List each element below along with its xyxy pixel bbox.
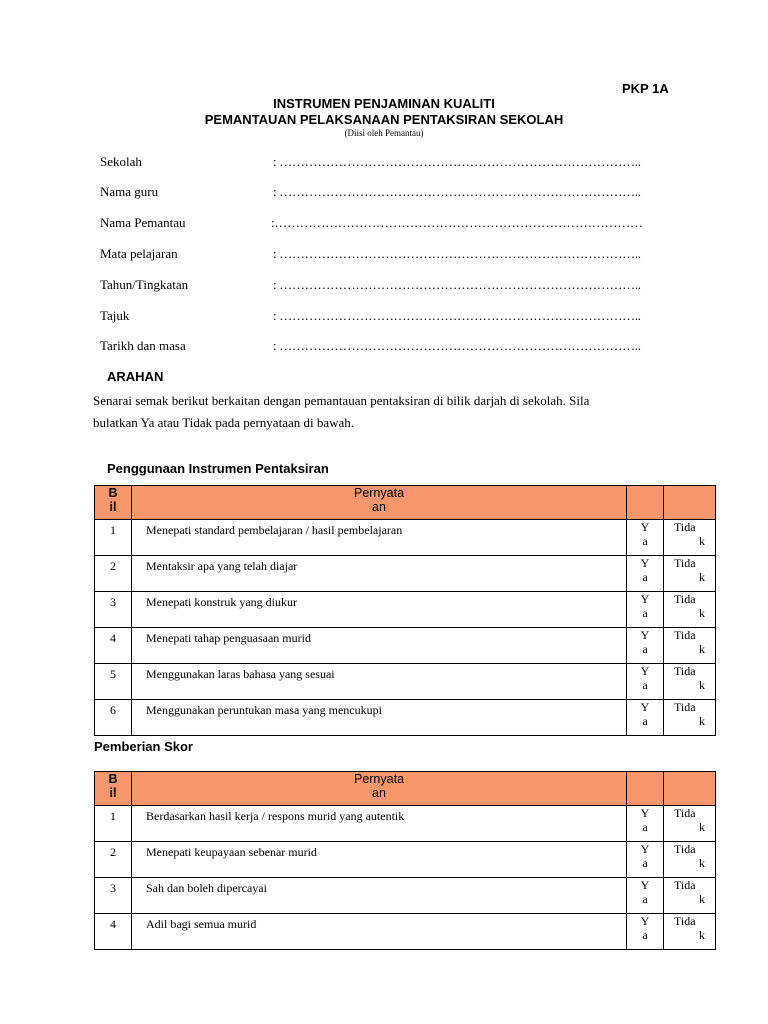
- field-tarikh-masa[interactable]: [100, 338, 700, 358]
- col-header-bil: B il: [95, 486, 132, 520]
- form-title: INSTRUMEN PENJAMINAN KUALITI: [273, 96, 495, 111]
- row-number: 1: [95, 806, 132, 842]
- field-label: Nama guru: [100, 184, 159, 199]
- field-label: Tahun/Tingkatan: [100, 277, 189, 292]
- checklist-table-penggunaan: [94, 485, 716, 736]
- field-blank[interactable]: : …………………………………………………………………………..: [273, 308, 641, 323]
- form-note: (Diisi oleh Pemantau): [344, 128, 424, 138]
- row-statement: Mentaksir apa yang telah diajar: [132, 556, 627, 592]
- option-ya[interactable]: Y a: [627, 878, 664, 914]
- field-mata-pelajaran[interactable]: [100, 246, 700, 266]
- row-statement: Berdasarkan hasil kerja / respons murid yang autentik: [132, 806, 627, 842]
- section1-heading: Penggunaan Instrumen Pentaksiran: [107, 461, 329, 476]
- option-ya[interactable]: Y a: [627, 592, 664, 628]
- row-number: 1: [95, 520, 132, 556]
- option-tidak[interactable]: Tida k: [664, 806, 716, 842]
- option-ya[interactable]: Y a: [627, 806, 664, 842]
- form-code: PKP 1A: [622, 81, 669, 96]
- field-label: Nama Pemantau: [100, 215, 186, 230]
- option-tidak[interactable]: Tida k: [664, 842, 716, 878]
- field-blank[interactable]: :……………………………………………………………………………: [271, 215, 643, 230]
- col-header-ya: [627, 486, 664, 520]
- table-row: [95, 806, 716, 842]
- col-header-tidak: [664, 486, 716, 520]
- col-header-pernyataan: Pernyata an: [132, 486, 627, 520]
- col-header-ya: [627, 772, 664, 806]
- option-ya[interactable]: Y a: [627, 520, 664, 556]
- row-statement: Adil bagi semua murid: [132, 914, 627, 950]
- row-number: 2: [95, 556, 132, 592]
- row-statement: Menggunakan laras bahasa yang sesuai: [132, 664, 627, 700]
- table-row: [95, 842, 716, 878]
- table-row: [95, 664, 716, 700]
- arahan-heading: ARAHAN: [107, 369, 164, 384]
- row-number: 5: [95, 664, 132, 700]
- row-statement: Sah dan boleh dipercayai: [132, 878, 627, 914]
- option-tidak[interactable]: Tida k: [664, 878, 716, 914]
- table-row: [95, 592, 716, 628]
- option-tidak[interactable]: Tida k: [664, 520, 716, 556]
- arahan-line: Senarai semak berikut berkaitan dengan pemantauan pentaksiran di bilik darjah di sekolah. Sila: [93, 393, 590, 408]
- option-ya[interactable]: Y a: [627, 700, 664, 736]
- table-row: [95, 556, 716, 592]
- row-statement: Menepati tahap penguasaan murid: [132, 628, 627, 664]
- arahan-text: [93, 390, 693, 434]
- field-sekolah[interactable]: [100, 154, 700, 174]
- option-ya[interactable]: Y a: [627, 664, 664, 700]
- checklist-table-pemberian-skor: [94, 771, 716, 950]
- row-number: 4: [95, 914, 132, 950]
- option-tidak[interactable]: Tida k: [664, 592, 716, 628]
- row-number: 3: [95, 592, 132, 628]
- field-tajuk[interactable]: [100, 308, 700, 328]
- field-nama-guru[interactable]: [100, 184, 700, 204]
- form-subtitle: PEMANTAUAN PELAKSANAAN PENTAKSIRAN SEKOLAH: [204, 112, 564, 127]
- option-ya[interactable]: Y a: [627, 628, 664, 664]
- col-header-tidak: [664, 772, 716, 806]
- field-blank[interactable]: : …………………………………………………………………………..: [273, 277, 641, 292]
- row-number: 6: [95, 700, 132, 736]
- row-number: 3: [95, 878, 132, 914]
- field-blank[interactable]: : …………………………………………………………………………..: [273, 154, 641, 169]
- field-label: Mata pelajaran: [100, 246, 178, 261]
- field-tahun-tingkatan[interactable]: [100, 277, 700, 297]
- row-number: 4: [95, 628, 132, 664]
- field-nama-pemantau[interactable]: [100, 215, 700, 235]
- option-tidak[interactable]: Tida k: [664, 700, 716, 736]
- field-label: Tarikh dan masa: [100, 338, 186, 353]
- row-statement: Menggunakan peruntukan masa yang mencukupi: [132, 700, 627, 736]
- option-ya[interactable]: Y a: [627, 914, 664, 950]
- row-statement: Menepati konstruk yang diukur: [132, 592, 627, 628]
- section2-heading: Pemberian Skor: [94, 739, 193, 754]
- table-row: [95, 628, 716, 664]
- field-label: Tajuk: [100, 308, 130, 323]
- option-tidak[interactable]: Tida k: [664, 914, 716, 950]
- option-ya[interactable]: Y a: [627, 842, 664, 878]
- col-header-pernyataan: Pernyata an: [132, 772, 627, 806]
- table-row: [95, 878, 716, 914]
- table-row: [95, 914, 716, 950]
- table-header-row: [95, 486, 716, 520]
- field-blank[interactable]: : …………………………………………………………………………..: [273, 184, 641, 199]
- field-blank[interactable]: : …………………………………………………………………………..: [273, 338, 641, 353]
- row-statement: Menepati keupayaan sebenar murid: [132, 842, 627, 878]
- option-tidak[interactable]: Tida k: [664, 664, 716, 700]
- row-statement: Menepati standard pembelajaran / hasil pembelajaran: [132, 520, 627, 556]
- field-label: Sekolah: [100, 154, 142, 169]
- table-row: [95, 520, 716, 556]
- option-tidak[interactable]: Tida k: [664, 628, 716, 664]
- option-tidak[interactable]: Tida k: [664, 556, 716, 592]
- table-header-row: [95, 772, 716, 806]
- field-blank[interactable]: : …………………………………………………………………………..: [273, 246, 641, 261]
- option-ya[interactable]: Y a: [627, 556, 664, 592]
- col-header-bil: B il: [95, 772, 132, 806]
- row-number: 2: [95, 842, 132, 878]
- table-row: [95, 700, 716, 736]
- arahan-line: bulatkan Ya atau Tidak pada pernyataan di bawah.: [93, 415, 355, 430]
